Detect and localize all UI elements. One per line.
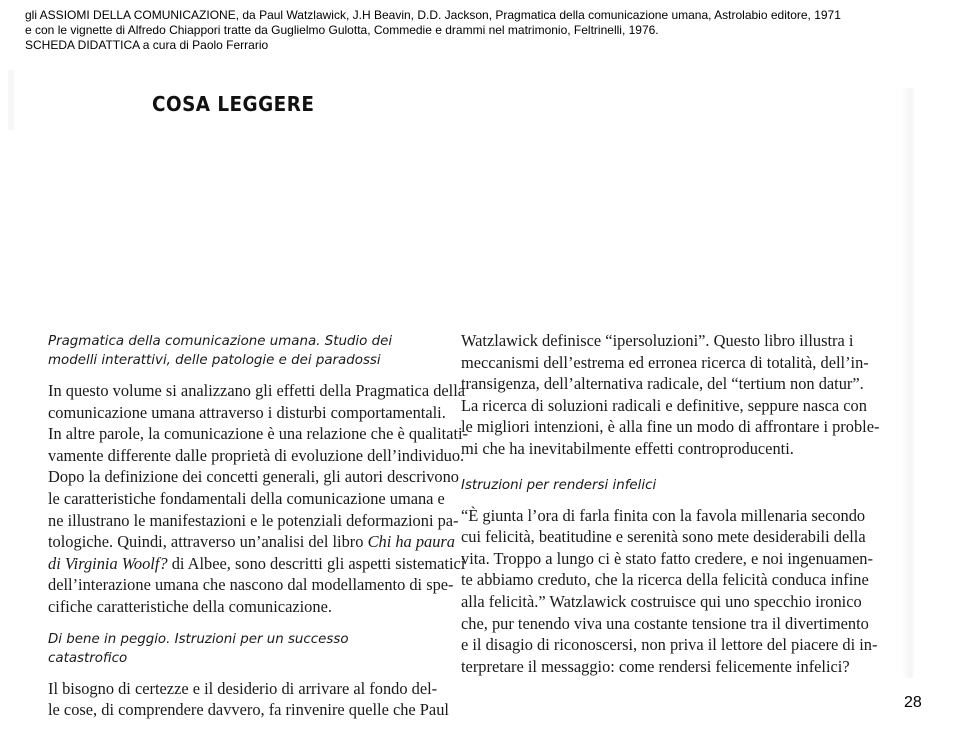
text-line: cui felicità, beatitudine e serenità sono mete desiderabili della [461,527,866,547]
text-line: transigenza, dell’alternativa radicale, del “tertium non datur”. [461,374,864,394]
text-line: comunicazione umana attraverso i disturbi comportamentali. [48,402,446,422]
book-description-di-bene-in-peggio [48,678,449,721]
book-description-pragmatica [48,380,469,618]
text-line: In questo volume si analizzano gli effetti della Pragmatica della [48,381,466,400]
book-title-di-bene-in-peggio: Di bene in peggio. Istruzioni per un successo catastrofico [48,631,349,666]
text-line: vita. Troppo a lungo ci è stato fatto credere, e noi ingenuamen- [461,548,873,568]
book-title-line: Pragmatica della comunicazione umana. Studio dei [48,334,393,349]
text-line: le cose, di comprendere davvero, fa rinvenire quelle che Paul [48,700,449,720]
text-line: Watzlawick definisce “ipersoluzioni”. Questo libro illustra i [461,331,854,350]
book-title-line: modelli interattivi, delle patologie e dei paradossi [48,353,381,368]
text-line: te abbiamo creduto, che la ricerca della felicità conduca infine [461,570,869,590]
scan-edge-shadow-right [901,88,915,678]
text-line: Il bisogno di certezze e il desiderio di arrivare al fondo del- [48,678,438,698]
italic-book-reference: Chi ha paura [367,532,455,552]
text-line: terpretare il messaggio: come rendersi felicemente infelici? [461,656,850,676]
book-description-di-bene-in-peggio-continued [461,330,880,460]
scan-edge-shadow-left [8,70,14,130]
text-line: meccanismi dell’estrema ed erronea ricerca di totalità, dell’in- [461,352,869,372]
text-line: cifiche caratteristiche della comunicazione. [48,596,332,616]
text-line [48,531,455,553]
book-title-istruzioni-per-rendersi-infelici: Istruzioni per rendersi infelici [461,477,657,493]
text-line: mi che ha inevitabilmente effetti controproducenti. [461,438,794,458]
text-fragment: di Albee, sono descritti gli aspetti sistematici [171,553,466,573]
text-line: che, pur tenendo viva una costante tensione tra il divertimento [461,613,869,633]
page-number: 28 [904,694,922,711]
text-line: alla felicità.” Watzlawick costruisce qui uno specchio ironico [461,591,862,611]
text-fragment: tologiche. Quindi, attraverso un’analisi del libro [48,532,364,552]
book-title-pragmatica [48,332,420,370]
left-column [48,332,469,733]
text-line: La ricerca di soluzioni radicali e definitive, seppure nasca con [461,395,867,415]
header-citation-line-2: e con le vignette di Alfredo Chiappori tratte da Guglielmo Gulotta, Commedie e drammi nel matrimonio, Feltrinelli, 1976. [25,23,659,37]
text-line: le migliori intenzioni, è alla fine un modo di affrontare i proble- [461,417,880,437]
italic-book-reference: di Virginia Woolf? [48,553,168,573]
text-line: In altre parole, la comunicazione è una relazione che è qualitati- [48,424,469,444]
text-line: le caratteristiche fondamentali della comunicazione umana e [48,488,445,508]
right-column [461,330,880,689]
section-title: COSA LEGGERE [152,92,315,116]
header-credit-line: SCHEDA DIDATTICA a cura di Paolo Ferrario [25,38,269,52]
text-line [48,553,466,575]
text-line: vamente differente dalle proprietà di evoluzione dell’individuo. [48,445,465,465]
slide-header [25,8,955,53]
header-citation-line-1: gli ASSIOMI DELLA COMUNICAZIONE, da Paul Watzlawick, J.H Beavin, D.D. Jackson, Pragmatica della comunicazione umana, Astrolabio editore, 1971 [25,8,841,22]
text-line: Dopo la definizione dei concetti generali, gli autori descrivono [48,467,459,487]
text-line: e il disagio di riconoscersi, non priva il lettore del piacere di in- [461,635,878,655]
book-description-istruzioni-per-rendersi-infelici [461,505,878,678]
text-line: “È giunta l’ora di farla finita con la favola millenaria secondo [461,505,866,525]
text-line: dell’interazione umana che nascono dal modellamento di spe- [48,575,454,595]
text-line: ne illustrano le manifestazioni e le potenziali deformazioni pa- [48,510,459,530]
